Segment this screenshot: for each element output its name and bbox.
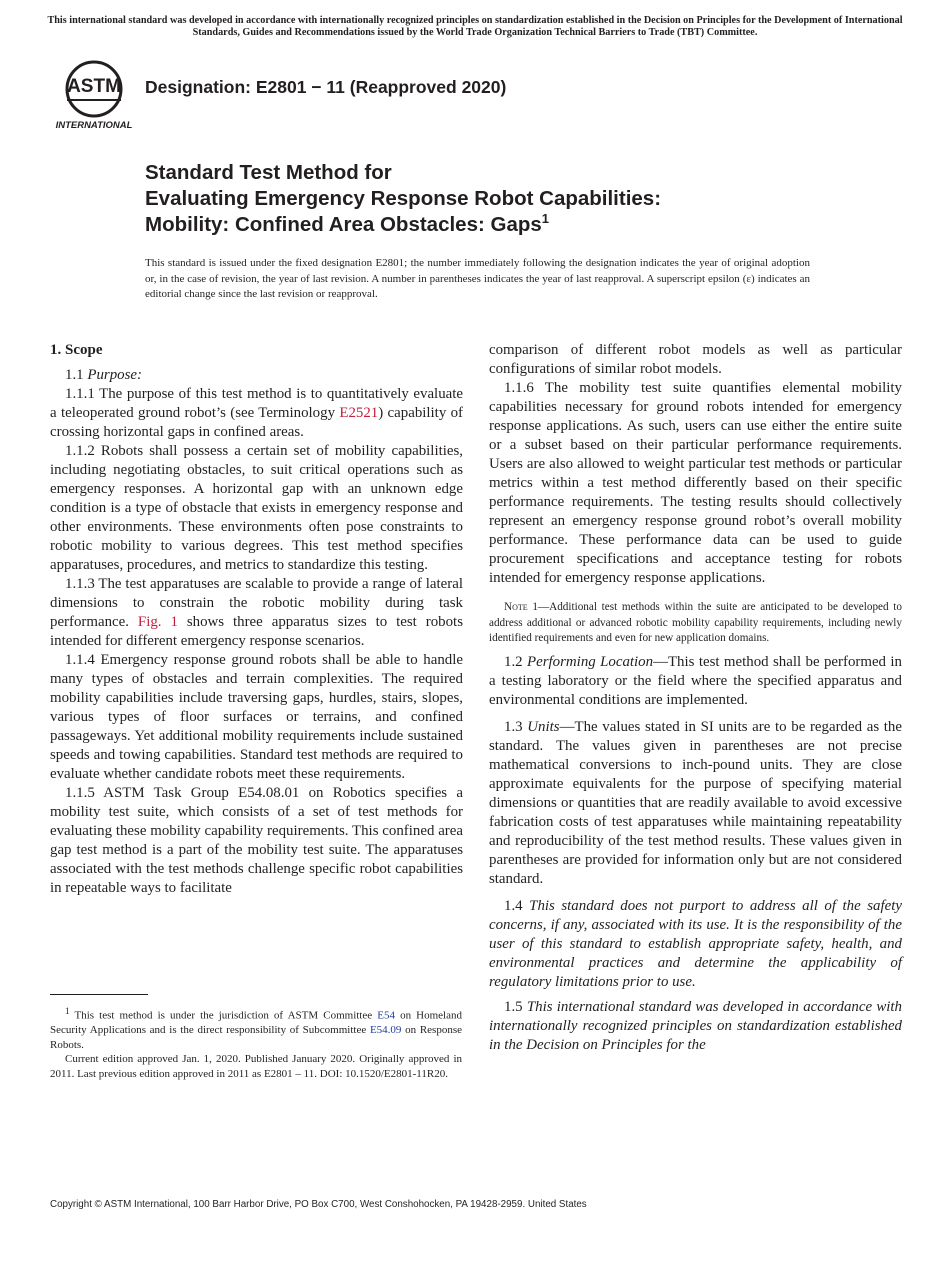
title-line-3: Mobility: Confined Area Obstacles: Gaps$^1$: [145, 211, 550, 236]
para-1-1-5: 1.1.5 ASTM Task Group E54.08.01 on Robotics specifies a mobility test suite, which consists of a set of test methods for evaluating these mobility capability requirements. This confined area gap test method is a part of the mobility test suite. The apparatuses associated with the test methods challenge specific robot capabilities in repeatable ways to facilitate: [50, 785, 463, 896]
right-column: [489, 341, 902, 1055]
para-1-2: 1.2 Performing Location—This test method shall be performed in a testing laboratory or the field where the specified apparatus and environmental conditions are implemented.: [489, 653, 902, 708]
title-line-1: Standard Test Method for: [145, 161, 392, 184]
para-1-1-6: 1.1.6 The mobility test suite quantifies elemental mobility capabilities necessary for ground robots intended for emergency response applications. As such, users can use either the entire suite or a subset based on their particular performance requirements. Users are also allowed to weight particular test methods or particular metrics within a test method differently based on their specific performance requirements. The testing results should collectively represent an emergency response ground robot’s overall mobility performance. These performance data can be used to guide procurement specifications and acceptance testing for robots intended for emergency response applications.: [489, 380, 902, 586]
footnote-jurisdiction: $^1$ This test method is under the jurisdiction of ASTM Committee E54 on Homeland Security Applications and is the direct responsibility of Subcommittee E54.09 on Response Robots.: [50, 1006, 462, 1051]
para-1-1-2: 1.1.2 Robots shall possess a certain set of mobility capabilities, including negotiating obstacles, to suit critical operations such as emergency responses. A horizontal gap with an unknown edge condition is a type of obstacle that exists in emergency response and other environments. These environments often pose constraints to robotic mobility to various degrees. This test method specifies apparatuses, procedures, and metrics to standardize this testing.: [50, 443, 463, 573]
note-1: Note 1—Additional test methods within the suite are anticipated to be developed to address additional or advanced robotic mobility capability requirements, including newly identified requirements and even for new application domains.: [489, 601, 903, 644]
wto-notice-banner: This international standard was developed in accordance with internationally recognized principles on standardization established in the Decision on Principles for the Development of International Standards, Guides and Recommendations issued by the World Trade Organization Technical Barriers to Trade (TBT) Committee.: [47, 15, 903, 38]
section-heading-scope: 1. Scope: [50, 342, 103, 358]
document-title: [145, 160, 905, 238]
title-footnote-mark: 1: [541, 211, 550, 226]
title-line-2: Evaluating Emergency Response Robot Capabilities:: [145, 187, 662, 210]
link-e54-09[interactable]: E54.09: [369, 1024, 402, 1037]
para-1-1-3: 1.1.3 The test apparatuses are scalable to provide a range of lateral dimensions to constrain the robotic mobility during task performance. Fig. 1 shows three apparatus sizes to test robots intended for different emergency response scenarios.: [50, 576, 463, 649]
link-e2521[interactable]: E2521: [339, 405, 379, 421]
designation: Designation: E2801 − 11 (Reapproved 2020): [145, 77, 507, 97]
link-fig-1[interactable]: Fig. 1: [137, 614, 178, 630]
svg-text:INTERNATIONAL: INTERNATIONAL: [55, 120, 133, 131]
astm-international-logo: [52, 56, 136, 132]
para-1-4: 1.4 This standard does not purport to address all of the safety concerns, if any, associated with its use. It is the responsibility of the user of this standard to establish appropriate safety, health, and environmental practices and determine the applicability of regulatory limitations prior to use.: [489, 897, 902, 990]
copyright-line: Copyright © ASTM International, 100 Barr Harbor Drive, PO Box C700, West Conshohocken, PA 19428-2959. United States: [50, 1199, 587, 1210]
para-1-1-1: 1.1.1 The purpose of this test method is to quantitatively evaluate a teleoperated ground robot’s (see Terminology E2521) capability of crossing horizontal gaps in confined areas.: [50, 386, 464, 440]
para-1-1-4: 1.1.4 Emergency response ground robots shall be able to handle many types of obstacles and terrain complexities. The required mobility capabilities include traversing gaps, hurdles, stairs, slopes, various types of floor surfaces or terrains, and confined passageways. Yet additional mobility requirements include sustained speeds and towing capabilities. Standard test methods are required to evaluate whether candidate robots meet these requirements.: [50, 652, 463, 782]
link-e54[interactable]: E54: [377, 1009, 395, 1022]
footnote-edition: Current edition approved Jan. 1, 2020. Published January 2020. Originally approved in 2011. Last previous edition approved in 2011 as E2801 – 11. DOI: 10.1520/E2801-11R20.: [50, 1053, 462, 1080]
footnote: [50, 1004, 462, 1081]
para-1-5: 1.5 This international standard was developed in accordance with internationally recognized principles on standardization established in the Decision on Principles for the: [489, 998, 902, 1053]
para-1-3: 1.3 Units—The values stated in SI units are to be regarded as the standard. The values given in parentheses are not precise mathematical conversions to inch-pound units. They are close approximate equivalents for the purpose of specifying material dimensions or quantities that are readily available to avoid excessive fabrication costs of test apparatuses while maintaining repeatability and reproducibility of the test method results. These values given in parentheses are provided for information only but are not considered standard.: [489, 718, 902, 887]
para-continuation: comparison of different robot models as well as particular configurations of similar robot models.: [489, 342, 902, 377]
svg-text:ASTM: ASTM: [67, 76, 121, 97]
issuance-statement: This standard is issued under the fixed designation E2801; the number immediately following the designation indicates the year of original adoption or, in the case of revision, the year of last revision. A number in parentheses indicates the year of last reapproval. A superscript epsilon (ε) indicates an editorial change since the last revision or reapproval.: [145, 257, 810, 300]
footnote-divider: [50, 994, 148, 995]
left-column: [50, 341, 463, 898]
para-1-1: 1.1 Purpose:: [65, 367, 142, 383]
note-label: Note 1: [504, 601, 538, 613]
